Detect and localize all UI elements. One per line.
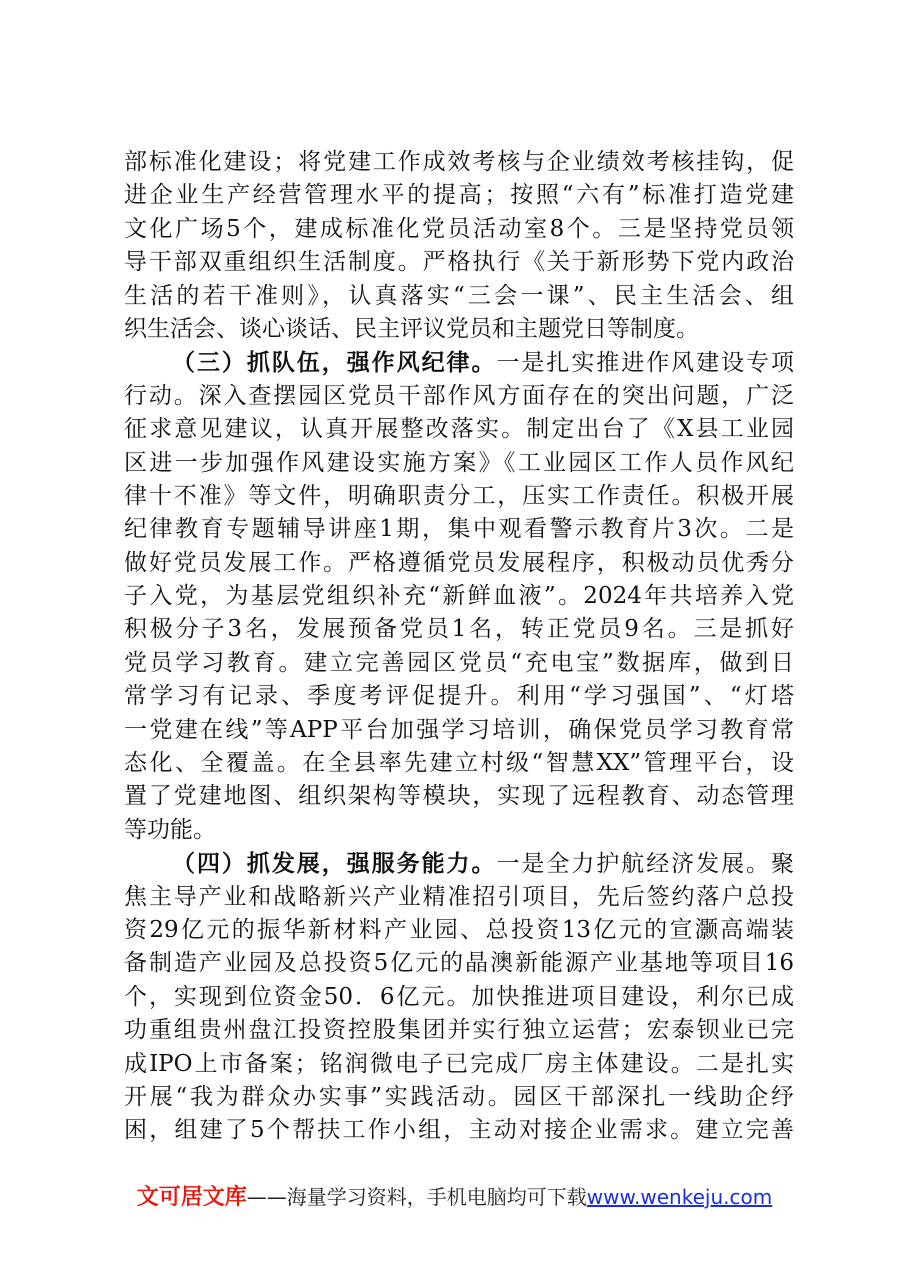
section-4-first-text: 一是全力护航经济发展。聚 — [496, 851, 794, 878]
text-line: 部标准化建设；将党建工作成效考核与企业绩效考核挂钩，促 — [124, 149, 794, 175]
text-line: 行动。深入查摆园区党员干部作风方面存在的突出问题，广泛 — [124, 382, 794, 409]
text-line: 开展“我为群众办实事”实践活动。园区干部深扎一线助企纾 — [124, 1083, 794, 1110]
text-line: 困，组建了5个帮扶工作小组，主动对接企业需求。建立完善 — [124, 1117, 794, 1144]
footer-link[interactable]: www.wenkeju.com — [586, 1185, 773, 1209]
text-line: 资29亿元的振华新材料产业园、总投资13亿元的宣灏高端装 — [124, 916, 794, 943]
text-line: 等功能。 — [124, 816, 216, 843]
text-line: 区进一步加强作风建设实施方案》《工业园区工作人员作风纪 — [124, 449, 794, 476]
text-line: 进企业生产经营管理水平的提高；按照“六有”标准打造党建 — [124, 182, 794, 209]
section-3-first-line — [124, 346, 794, 379]
section-4-first-line — [124, 847, 794, 880]
document-body — [124, 146, 794, 1148]
text-line: 常学习有记录、季度考评促提升。利用“学习强国”、“灯塔 — [124, 683, 794, 710]
section-4-heading: （四）抓发展，强服务能力。 — [172, 850, 497, 878]
text-line: 积极分子3名，发展预备党员1名，转正党员9名。三是抓好 — [124, 616, 794, 643]
text-line: 个，实现到位资金50．6亿元。加快推进项目建设，利尔已成 — [124, 983, 794, 1010]
text-line: 律十不准》等文件，明确职责分工，压实工作责任。积极开展 — [124, 482, 794, 509]
text-line: 一党建在线”等APP平台加强学习培训，确保党员学习教育常 — [124, 716, 794, 743]
text-line: 纪律教育专题辅导讲座1期，集中观看警示教育片3次。二是 — [124, 516, 794, 543]
text-line: 导干部双重组织生活制度。严格执行《关于新形势下党内政治 — [124, 249, 794, 276]
text-line: 征求意见建议，认真开展整改落实。制定出台了《X县工业园 — [124, 416, 794, 443]
footer-brand: 文可居文库 — [136, 1185, 247, 1210]
text-line: 子入党，为基层党组织补充“新鲜血液”。2024年共培养入党 — [124, 583, 794, 610]
text-line: 成IPO上市备案；铭润微电子已完成厂房主体建设。二是扎实 — [124, 1050, 794, 1077]
text-line: 备制造产业园及总投资5亿元的晶澳新能源产业基地等项目16 — [124, 950, 794, 977]
section-3-heading: （三）抓队伍，强作风纪律。 — [172, 349, 497, 377]
section-3-first-text: 一是扎实推进作风建设专项 — [496, 350, 794, 377]
text-line: 文化广场5个，建成标准化党员活动室8个。三是坚持党员领 — [124, 215, 794, 242]
text-line: 焦主导产业和战略新兴产业精准招引项目，先后签约落户总投 — [124, 883, 794, 910]
text-line: 功重组贵州盘江投资控股集团并实行独立运营；宏泰钡业已完 — [124, 1017, 794, 1044]
text-line: 生活的若干准则》，认真落实“三会一课”、民主生活会、组 — [124, 282, 794, 309]
text-line: 做好党员发展工作。严格遵循党员发展程序，积极动员优秀分 — [124, 549, 794, 576]
footer-banner — [0, 1180, 909, 1211]
text-line: 置了党建地图、组织架构等模块，实现了远程教育、动态管理 — [124, 783, 794, 810]
text-line: 织生活会、谈心谈话、民主评议党员和主题党日等制度。 — [124, 315, 699, 342]
text-line: 态化、全覆盖。在全县率先建立村级“智慧XX”管理平台，设 — [124, 750, 794, 777]
text-line: 党员学习教育。建立完善园区党员“充电宝”数据库，做到日 — [124, 649, 794, 676]
footer-tagline: ——海量学习资料，手机电脑均可下载 — [246, 1185, 587, 1209]
